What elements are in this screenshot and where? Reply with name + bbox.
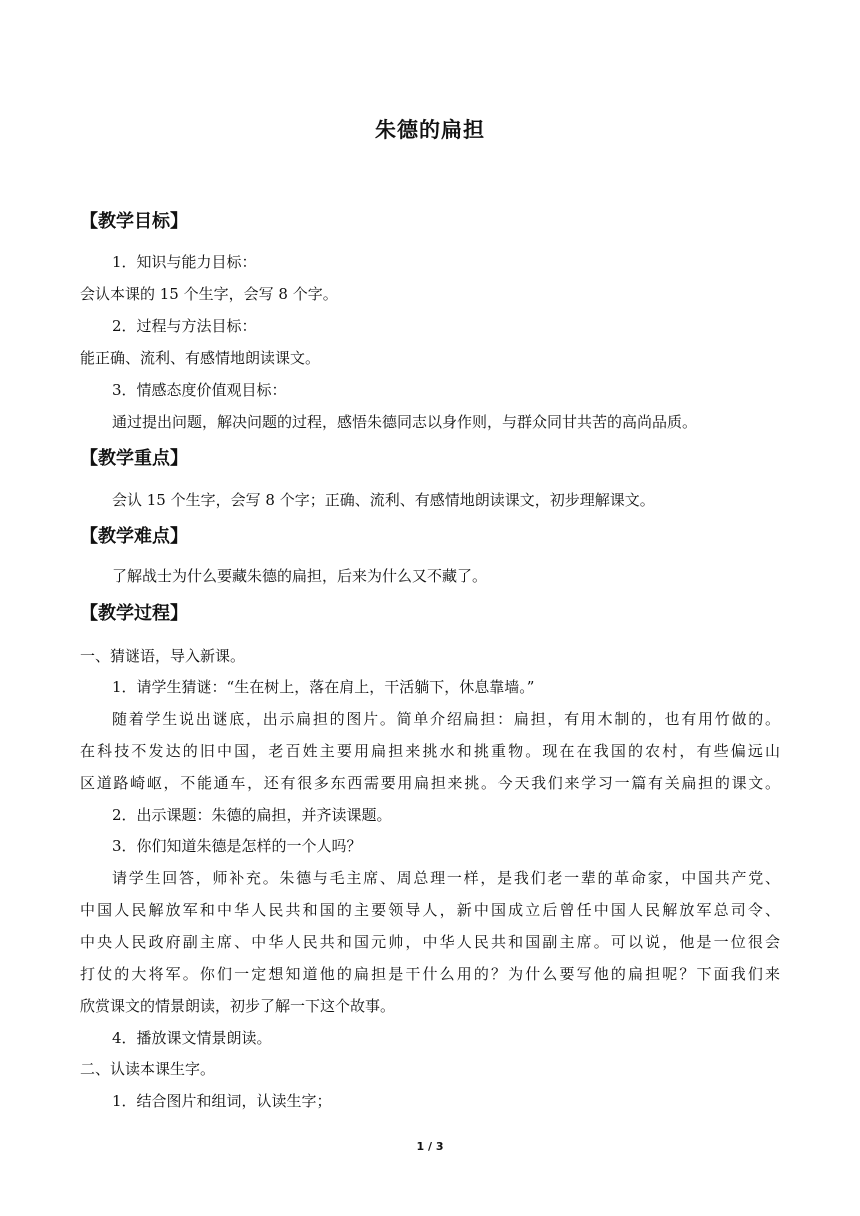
goals-line: 通过提出问题，解决问题的过程，感悟朱德同志以身作则，与群众同甘共苦的高尚品质。 <box>112 413 698 431</box>
goals-line: 会认本课的 15 个生字，会写 8 个字。 <box>80 285 338 303</box>
process-line: 请学生回答，师补充。朱德与毛主席、周总理一样，是我们老一辈的革命家，中国共产党、 <box>112 869 780 887</box>
heading-difficulties: 【教学难点】 <box>80 526 188 547</box>
process-line: 二、认读本课生字。 <box>80 1060 216 1078</box>
process-line: 中国人民解放军和中华人民共和国的主要领导人，新中国成立后曾任中国人民解放军总司令、 <box>80 901 780 919</box>
process-line: 中央人民政府副主席、中华人民共和国元帅，中华人民共和国副主席。可以说，他是一位很会 <box>80 933 780 951</box>
process-line: 一、猜谜语，导入新课。 <box>80 647 246 665</box>
process-line: 3．你们知道朱德是怎样的一个人吗？ <box>112 837 362 855</box>
heading-key-points: 【教学重点】 <box>80 448 188 469</box>
goals-line: 1．知识与能力目标： <box>112 253 257 271</box>
process-line: 打仗的大将军。你们一定想知道他的扁担是干什么用的？为什么要写他的扁担呢？下面我们来 <box>80 965 780 983</box>
process-line: 欣赏课文的情景朗读，初步了解一下这个故事。 <box>80 997 396 1015</box>
key-points-line: 会认 15 个生字，会写 8 个字；正确、流利、有感情地朗读课文，初步理解课文。 <box>112 491 655 509</box>
process-line: 区道路崎岖，不能通车，还有很多东西需要用扁担来挑。今天我们来学习一篇有关扁担的课文。 <box>80 774 780 792</box>
process-line: 1．请学生猜谜：“生在树上，落在肩上，干活躺下，休息靠墙。” <box>112 678 535 696</box>
process-line: 2．出示课题：朱德的扁担，并齐读课题。 <box>112 806 392 824</box>
page-number: 1 / 3 <box>416 1140 444 1153</box>
process-line: 1．结合图片和组词，认读生字； <box>112 1092 332 1110</box>
process-line: 随着学生说出谜底，出示扁担的图片。简单介绍扁担：扁担，有用木制的，也有用竹做的。 <box>112 710 780 728</box>
goals-line: 3．情感态度价值观目标： <box>112 381 287 399</box>
page-title: 朱德的扁担 <box>375 118 485 142</box>
process-line: 在科技不发达的旧中国，老百姓主要用扁担来挑水和挑重物。现在在我国的农村，有些偏远山 <box>80 742 780 760</box>
difficulties-line: 了解战士为什么要藏朱德的扁担，后来为什么又不藏了。 <box>112 567 488 585</box>
heading-process: 【教学过程】 <box>80 603 188 624</box>
goals-line: 能正确、流利、有感情地朗读课文。 <box>80 349 321 367</box>
process-line: 4．播放课文情景朗读。 <box>112 1029 272 1047</box>
goals-line: 2．过程与方法目标： <box>112 317 257 335</box>
heading-goals: 【教学目标】 <box>80 211 188 232</box>
